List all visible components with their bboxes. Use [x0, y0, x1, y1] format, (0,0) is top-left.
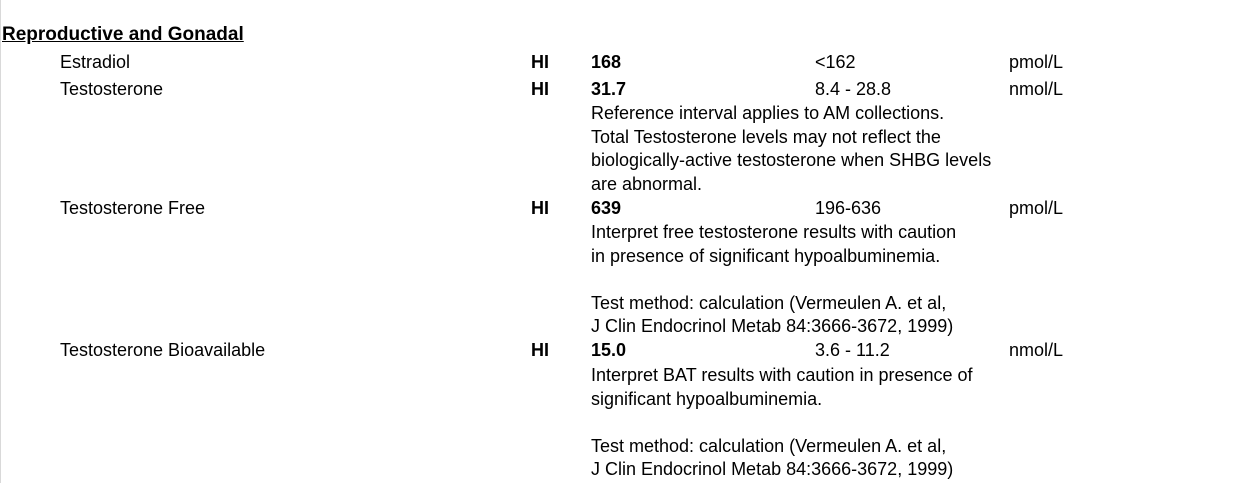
result-value: 639 [591, 198, 622, 218]
test-name: Testosterone Bioavailable [60, 340, 266, 360]
result-comment [591, 364, 1051, 482]
result-value: 168 [591, 52, 622, 72]
result-value: 15.0 [591, 340, 627, 360]
test-name: Estradiol [60, 52, 131, 72]
reference-range: 8.4 - 28.8 [815, 79, 892, 99]
result-row-estradiol [0, 51, 1235, 74]
abnormal-flag: HI [531, 340, 549, 360]
result-row-testosterone-bioavailable [0, 339, 1235, 362]
comment-line: Total Testosterone levels may not reflect the [591, 126, 941, 147]
comment-line: J Clin Endocrinol Metab 84:3666-3672, 1999) [591, 316, 954, 336]
comment-spacer [591, 268, 1051, 292]
comment-line: Test method: calculation (Vermeulen A. et al, [591, 435, 947, 456]
result-comment [591, 221, 1051, 339]
abnormal-flag: HI [531, 79, 549, 99]
comment-line: J Clin Endocrinol Metab 84:3666-3672, 1999) [591, 459, 954, 479]
reference-range: 3.6 - 11.2 [815, 340, 890, 360]
result-unit: nmol/L [1009, 340, 1064, 360]
result-comment [591, 102, 1051, 196]
reference-range: <162 [815, 52, 856, 72]
comment-spacer [591, 411, 1051, 435]
result-row-testosterone [0, 78, 1235, 101]
comment-line: Reference interval applies to AM collections. [591, 103, 945, 123]
comment-line: significant hypoalbuminemia. [591, 388, 823, 409]
section-title: Reproductive and Gonadal [2, 24, 244, 45]
comment-line: biologically-active testosterone when SHBG levels [591, 150, 992, 170]
test-name: Testosterone [60, 79, 164, 99]
comment-line: Interpret BAT results with caution in presence of [591, 365, 973, 385]
comment-line: are abnormal. [591, 173, 703, 194]
result-unit: nmol/L [1009, 79, 1064, 99]
abnormal-flag: HI [531, 198, 549, 218]
result-unit: pmol/L [1009, 52, 1064, 72]
result-value: 31.7 [591, 79, 627, 99]
result-unit: pmol/L [1009, 198, 1064, 218]
comment-line: Test method: calculation (Vermeulen A. et al, [591, 292, 947, 313]
reference-range: 196-636 [815, 198, 882, 218]
result-row-testosterone-free [0, 197, 1235, 220]
comment-line: Interpret free testosterone results with caution [591, 222, 957, 242]
abnormal-flag: HI [531, 52, 549, 72]
test-name: Testosterone Free [60, 198, 206, 218]
comment-line: in presence of significant hypoalbuminemia. [591, 245, 941, 266]
